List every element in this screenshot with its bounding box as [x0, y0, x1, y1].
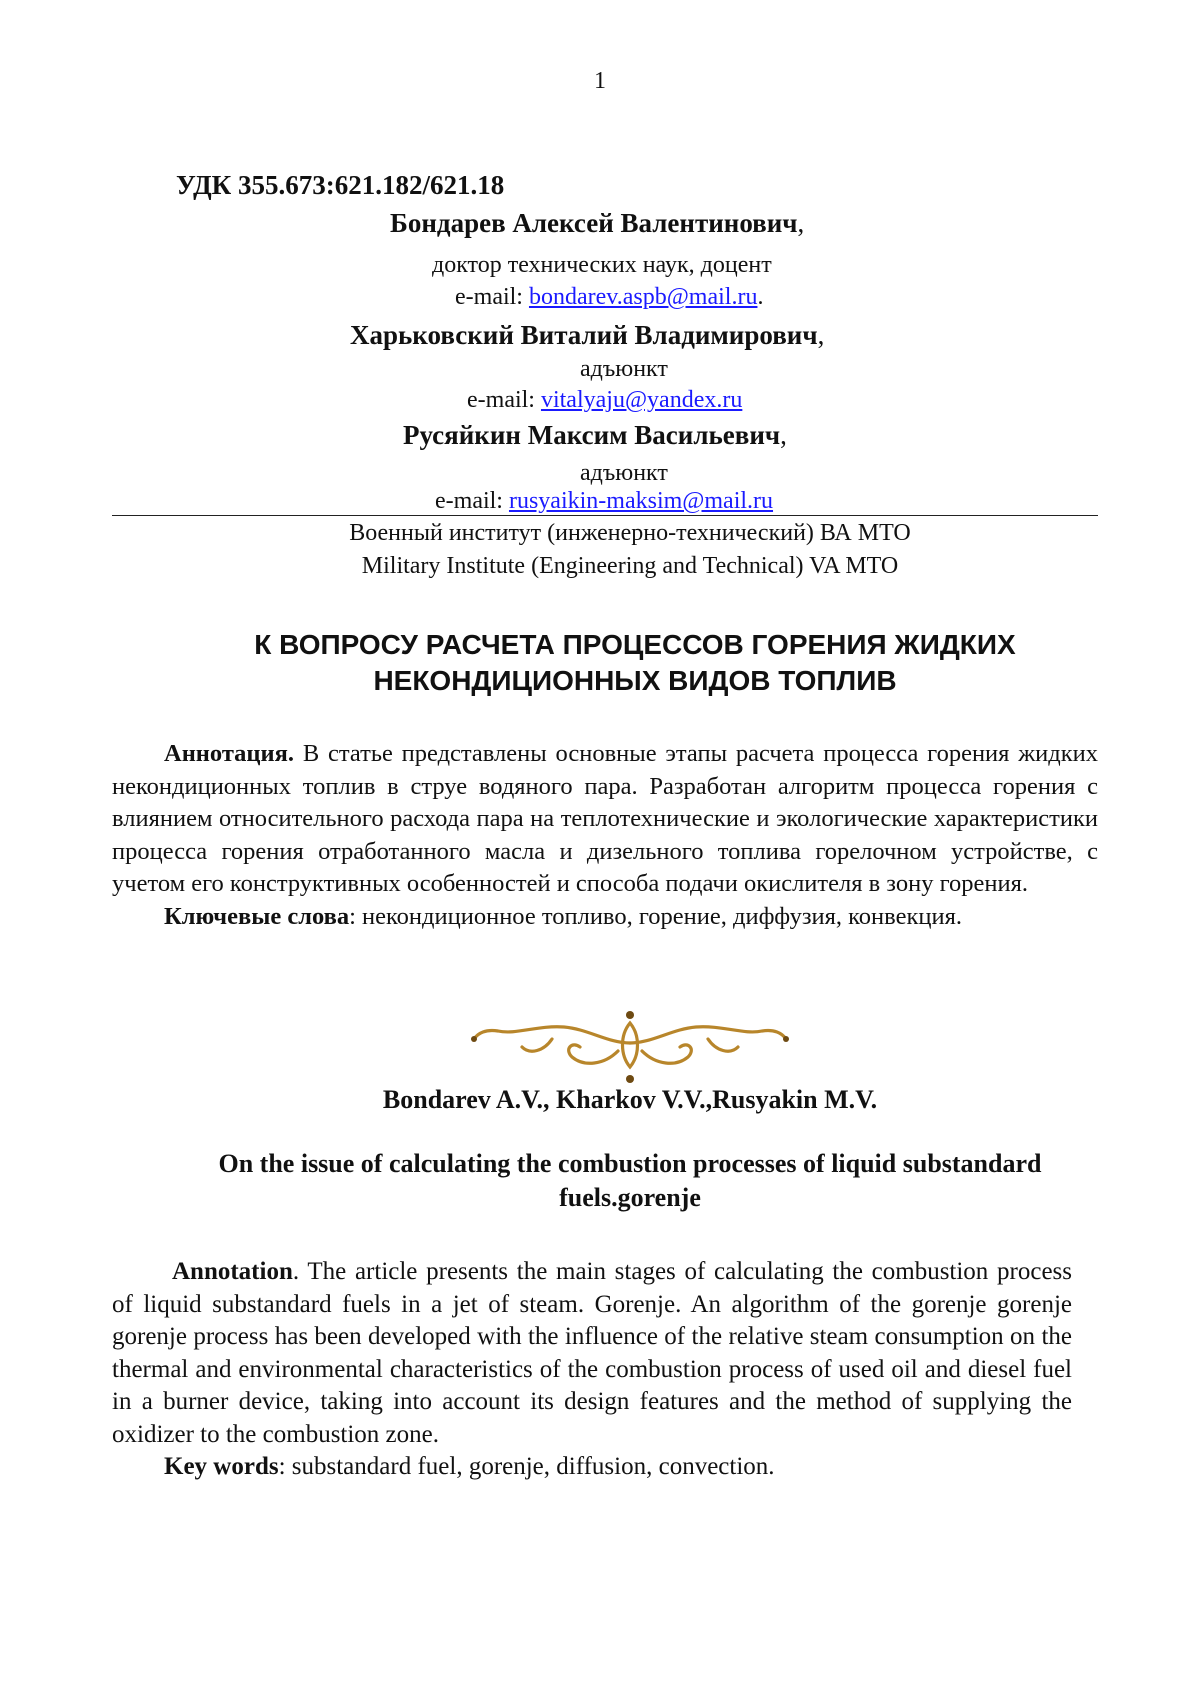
comma: , [797, 208, 805, 238]
author-3-name-line [403, 420, 787, 451]
ornament-bottom-dot [626, 1075, 634, 1083]
author-1-name: Бондарев Алексей Валентинович [390, 208, 798, 238]
page-number: 1 [594, 68, 606, 94]
ornament-left-dot [471, 1036, 477, 1042]
author-1-role: доктор технических наук, доцент [432, 252, 772, 278]
author-2-email-link[interactable]: vitalyaju@yandex.ru [540, 387, 743, 413]
abstract-ru-label: Аннотация. [164, 740, 295, 767]
title-ru-line-1: К ВОПРОСУ РАСЧЕТА ПРОЦЕССОВ ГОРЕНИЯ ЖИДКИХ [254, 629, 1016, 660]
horizontal-rule [112, 515, 1098, 516]
ornament-right-small-curl [708, 1039, 738, 1051]
keywords-en-text: : substandard fuel, gorenje, diffusion, convection. [278, 1453, 775, 1480]
institution-en: Military Institute (Engineering and Technical) VA MTO [361, 553, 899, 579]
author-1-name-line [390, 208, 804, 239]
ornament-right-dot [783, 1036, 789, 1042]
ornament-top-dot [626, 1011, 634, 1019]
author-3-email-line [435, 488, 773, 515]
author-1-email-link[interactable]: bondarev.aspb@mail.ru [528, 284, 758, 310]
authors-en: Bondarev A.V., Kharkov V.V.,Rusyakin M.V. [382, 1085, 878, 1114]
ornament-left-small-curl [522, 1039, 552, 1051]
email-label: e-mail: [435, 488, 509, 514]
udk-code: УДК 355.673:621.182/621.18 [176, 170, 505, 200]
ornament-left-curl [569, 1045, 618, 1063]
keywords-ru-label: Ключевые слова [164, 902, 350, 930]
title-ru-line-2: НЕКОНДИЦИОННЫХ ВИДОВ ТОПЛИВ [373, 665, 897, 696]
author-1-email-line [455, 284, 763, 311]
abstract-ru [112, 738, 1098, 933]
ornament-divider [468, 1005, 792, 1087]
abstract-en-text: . The article presents the main stages of calculating the combustion process of liquid substandard fuels in a jet of steam. Gorenje. An algorithm of the gorenje gorenje gorenje process has been developed with the influence of the relative steam consumption on the thermal and environmental characteristics of the combustion process of used oil and diesel fuel in a burner device, taking into account its design features and the method of supplying the oxidizer to the combustion zone. [112, 1258, 1072, 1448]
keywords-en-label: Key words [164, 1453, 279, 1480]
author-2-email-line [467, 387, 742, 414]
abstract-ru-text: В статье представлены основные этапы расчета процесса горения жидких некондиционных топлив в струе водяного пара. Разработан алгоритм процесса горения с влиянием относительного расхода пара на теплотехнические и экологические характеристики процесса горения отработанного масла и дизельного топлива горелочном устройстве, с учетом его конструктивных особенностей и способа подачи окислителя в зону горения. [112, 740, 1098, 897]
title-en-line-1: On the issue of calculating the combustion processes of liquid substandard [218, 1149, 1042, 1178]
title-en-line-2: fuels.gorenje [559, 1183, 701, 1212]
author-3-name: Русяйкин Максим Васильевич [403, 420, 781, 450]
institution-ru: Военный институт (инженерно-технический) ВА МТО [349, 520, 911, 546]
email-suffix: . [757, 284, 764, 310]
email-label: e-mail: [455, 284, 529, 310]
comma: , [817, 320, 825, 350]
abstract-en [112, 1256, 1072, 1484]
ornament-right-curl [642, 1045, 691, 1063]
author-2-name-line [350, 320, 824, 351]
abstract-en-label: Annotation [172, 1258, 293, 1285]
email-label: e-mail: [467, 387, 541, 413]
comma: , [780, 420, 787, 450]
author-3-role: адъюнкт [580, 460, 668, 486]
author-2-name: Харьковский Виталий Владимирович [350, 320, 818, 350]
ornament-center-leaf [623, 1023, 638, 1067]
keywords-ru-text: : некондиционное топливо, горение, диффузия, конвекция. [349, 902, 962, 930]
author-2-role: адъюнкт [580, 356, 668, 382]
author-3-email-link[interactable]: rusyaikin-maksim@mail.ru [508, 488, 774, 514]
